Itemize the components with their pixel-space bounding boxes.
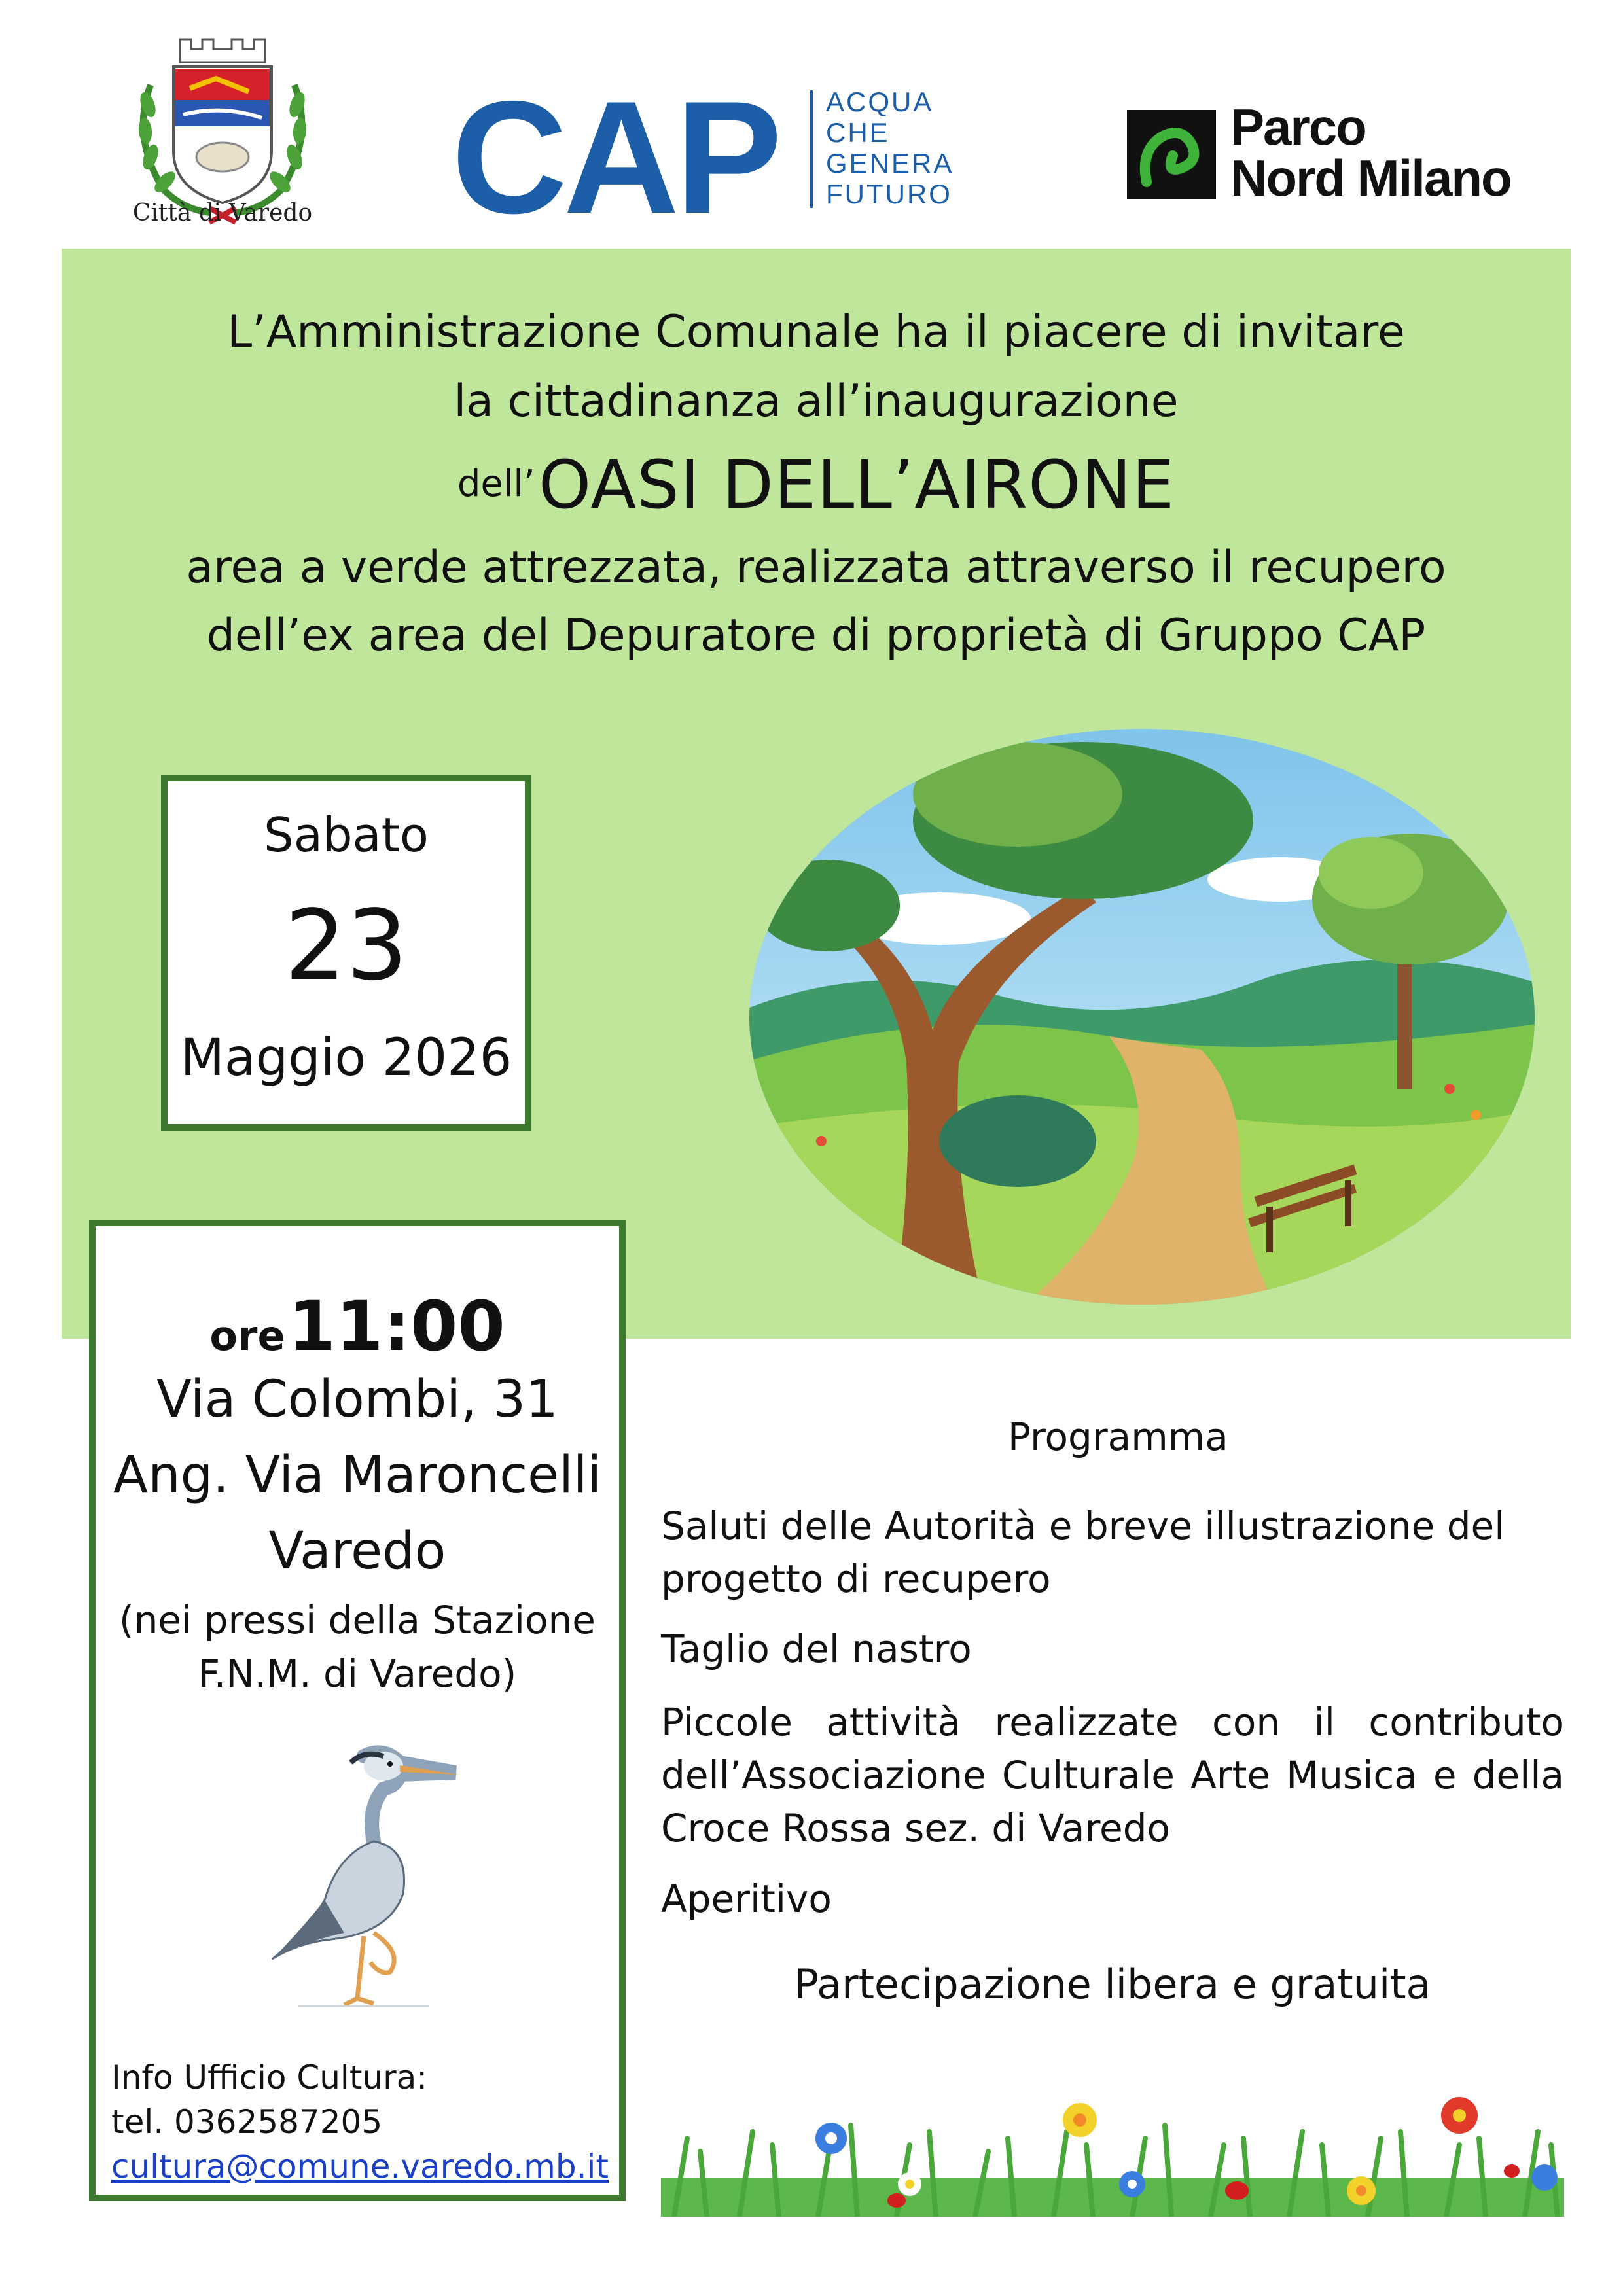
parco-logo-line: Parco	[1230, 98, 1366, 156]
event-description-line-2: dell’ex area del Depuratore di proprietà di Gruppo CAP	[206, 610, 1426, 662]
event-weekday: Sabato	[264, 807, 429, 862]
event-time: 11:00	[288, 1286, 505, 1366]
event-date-box	[161, 775, 531, 1131]
program-item: Piccole attività realizzate con il contributo dell’Associazione Culturale Arte Musica e della Croce Rossa sez. di Varedo	[661, 1700, 1564, 1850]
event-time-line	[96, 1286, 619, 1366]
cap-logo-divider	[810, 90, 813, 208]
parco-logo-line: Nord Milano	[1230, 149, 1511, 207]
heron-illustration	[259, 1737, 475, 2011]
event-title-line	[62, 446, 1571, 524]
park-landscape-illustration	[743, 722, 1541, 1311]
cap-logo-wordmark: CAP	[452, 67, 779, 247]
cap-logo-tagline	[826, 86, 954, 209]
cap-tagline-line: GENERA	[826, 148, 954, 179]
free-entry-note: Partecipazione libera e gratuita	[794, 1960, 1431, 2008]
cap-tagline-line: ACQUA	[826, 86, 934, 117]
info-phone: tel. 0362587205	[111, 2103, 383, 2141]
program-item: Taglio del nastro	[661, 1627, 972, 1671]
varedo-logo-caption: Città di Varedo	[132, 200, 313, 226]
parco-nord-milano-logo-text	[1230, 98, 1511, 207]
event-time-prefix: ore	[209, 1312, 285, 1360]
event-month-year: Maggio 2026	[180, 1029, 512, 1087]
invitation-line-2: la cittadinanza all’inaugurazione	[454, 376, 1179, 427]
event-address-line-1: Via Colombi, 31	[156, 1370, 558, 1429]
invitation-line-1: L’Amministrazione Comunale ha il piacere di invitare	[227, 306, 1405, 358]
event-details-box	[89, 1220, 626, 2201]
cap-tagline-line: CHE	[826, 117, 890, 148]
event-address-line-2: Ang. Via Maroncelli	[113, 1446, 602, 1505]
program-item: Saluti delle Autorità e breve illustrazione del progetto di recupero	[661, 1504, 1505, 1601]
info-office-label: Info Ufficio Cultura:	[111, 2058, 428, 2096]
event-title-prefix: dell’	[457, 463, 535, 505]
parco-nord-milano-logo-icon	[1127, 110, 1216, 199]
event-day: 23	[284, 889, 408, 1002]
program-item: Aperitivo	[661, 1877, 832, 1921]
event-location-note-2: F.N.M. di Varedo)	[198, 1651, 517, 1696]
event-title: OASI DELL’AIRONE	[538, 446, 1175, 524]
cap-tagline-line: FUTURO	[826, 179, 952, 209]
info-email-link[interactable]: cultura@comune.varedo.mb.it	[111, 2147, 609, 2185]
event-location-note-1: (nei pressi della Stazione	[119, 1598, 596, 1642]
event-address-city: Varedo	[268, 1522, 446, 1581]
meadow-flowers-decoration	[661, 2079, 1564, 2217]
program-title: Programma	[1008, 1415, 1228, 1459]
event-description-line-1: area a verde attrezzata, realizzata attraverso il recupero	[186, 542, 1446, 593]
